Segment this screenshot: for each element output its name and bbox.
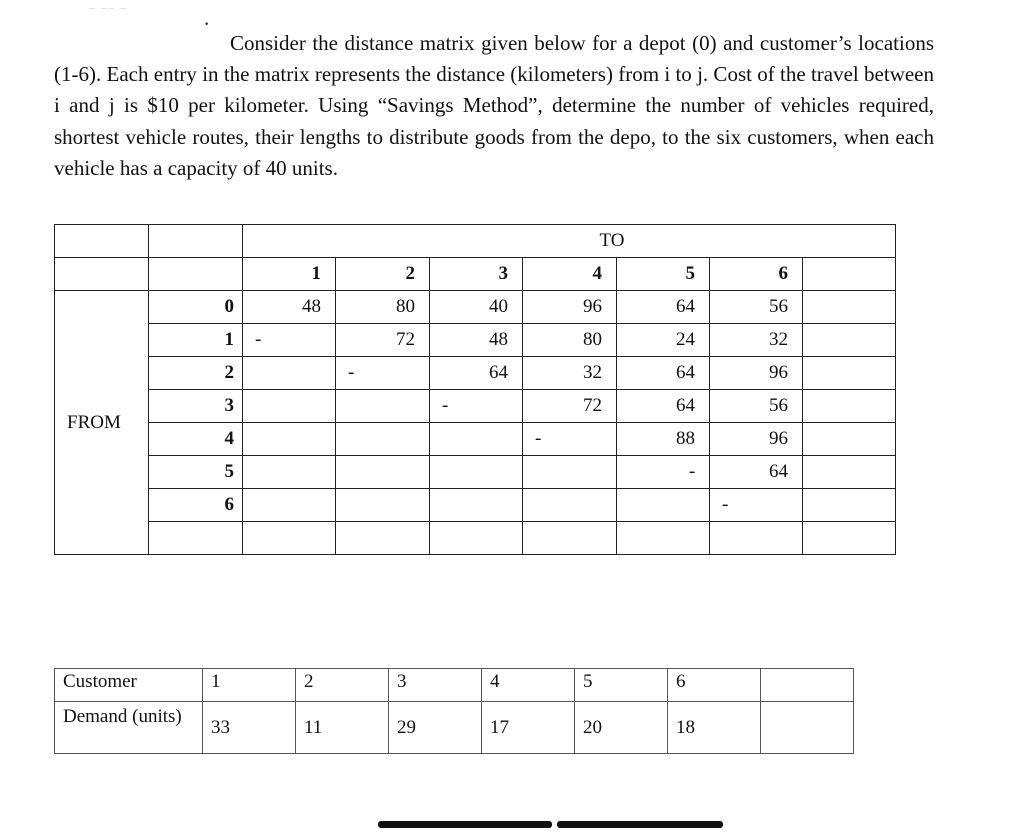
matrix-cell: [243, 423, 336, 456]
column-header: 3: [430, 258, 523, 291]
matrix-empty-cell: [803, 522, 896, 555]
customer-id: 4: [482, 669, 575, 702]
problem-statement: Consider the distance matrix given below for a depot (0) and customer’s locations (1-6). Each entry in the matrix represents the distance (kilometers) from i to j. Cost of the travel between i and j is $10 per kilometer. Using “Savings Method”, determine the number of vehicles required, shortest vehicle routes, their lengths to distribute goods from the depo, to the six customers, when each vehicle has a capacity of 40 units.: [54, 31, 934, 180]
matrix-cell: 56: [710, 390, 803, 423]
matrix-cell: [523, 489, 617, 522]
matrix-empty-cell: [336, 522, 430, 555]
matrix-cell: 72: [336, 324, 430, 357]
matrix-cell: 80: [523, 324, 617, 357]
home-indicator-bar[interactable]: [557, 821, 723, 828]
to-header: TO: [243, 225, 896, 258]
row-header: 0: [149, 291, 243, 324]
matrix-empty-cell: [803, 423, 896, 456]
matrix-cell: -: [617, 456, 710, 489]
faded-scan-mark: ‾ ‾‾ ‾: [90, 8, 128, 23]
matrix-cell: [523, 456, 617, 489]
matrix-empty-cell: [803, 456, 896, 489]
column-header: 6: [710, 258, 803, 291]
matrix-empty-cell: [523, 522, 617, 555]
row-header: 2: [149, 357, 243, 390]
matrix-cell: 64: [617, 291, 710, 324]
row-header: 6: [149, 489, 243, 522]
matrix-cell: [336, 456, 430, 489]
row-header: 1: [149, 324, 243, 357]
matrix-cell: 32: [523, 357, 617, 390]
matrix-empty-cell: [803, 357, 896, 390]
bullet-point: ·: [203, 11, 211, 36]
demand-empty-cell: [761, 702, 854, 754]
matrix-cell: -: [523, 423, 617, 456]
matrix-cell: [430, 489, 523, 522]
customer-id: 5: [575, 669, 668, 702]
matrix-cell: 64: [430, 357, 523, 390]
demand-empty-cell: [761, 669, 854, 702]
matrix-cell: [617, 489, 710, 522]
matrix-empty-cell: [803, 324, 896, 357]
from-header: FROM: [55, 291, 149, 555]
matrix-cell: 96: [710, 357, 803, 390]
demand-value: 18: [668, 702, 761, 754]
demand-value: 11: [296, 702, 389, 754]
matrix-empty-cell: [710, 522, 803, 555]
matrix-cell: 64: [710, 456, 803, 489]
customer-id: 1: [203, 669, 296, 702]
matrix-corner-cell: [149, 225, 243, 258]
column-header: 4: [523, 258, 617, 291]
matrix-empty-cell: [803, 291, 896, 324]
matrix-cell: [430, 456, 523, 489]
matrix-cell: 88: [617, 423, 710, 456]
matrix-cell: 40: [430, 291, 523, 324]
matrix-cell: [336, 489, 430, 522]
matrix-cell: 48: [243, 291, 336, 324]
customer-id: 2: [296, 669, 389, 702]
matrix-cell: 56: [710, 291, 803, 324]
matrix-cell: -: [243, 324, 336, 357]
matrix-cell: [243, 357, 336, 390]
matrix-empty-cell: [803, 489, 896, 522]
matrix-empty-cell: [243, 522, 336, 555]
matrix-cell: [243, 390, 336, 423]
matrix-cell: [430, 423, 523, 456]
matrix-empty-cell: [149, 522, 243, 555]
matrix-cell: 64: [617, 357, 710, 390]
demand-value: 17: [482, 702, 575, 754]
customer-label: Customer: [55, 669, 203, 702]
matrix-empty-cell: [803, 258, 896, 291]
matrix-cell: 96: [523, 291, 617, 324]
matrix-empty-cell: [803, 390, 896, 423]
matrix-empty-cell: [430, 522, 523, 555]
matrix-cell: 96: [710, 423, 803, 456]
demand-value: 29: [389, 702, 482, 754]
matrix-cell: 24: [617, 324, 710, 357]
row-header: 3: [149, 390, 243, 423]
matrix-cell: [336, 423, 430, 456]
matrix-cell: [243, 456, 336, 489]
distance-matrix: [54, 224, 896, 555]
matrix-cell: -: [710, 489, 803, 522]
demand-label: Demand (units): [55, 702, 203, 754]
customer-id: 6: [668, 669, 761, 702]
column-header: 2: [336, 258, 430, 291]
matrix-cell: 32: [710, 324, 803, 357]
matrix-cell: [336, 390, 430, 423]
matrix-empty-cell: [617, 522, 710, 555]
matrix-cell: 72: [523, 390, 617, 423]
home-indicator-bar[interactable]: [378, 821, 552, 828]
row-header: 5: [149, 456, 243, 489]
matrix-corner-cell: [55, 258, 149, 291]
matrix-cell: [243, 489, 336, 522]
column-header: 5: [617, 258, 710, 291]
matrix-corner-cell: [55, 225, 149, 258]
row-header: 4: [149, 423, 243, 456]
matrix-cell: 64: [617, 390, 710, 423]
demand-value: 33: [203, 702, 296, 754]
matrix-cell: -: [336, 357, 430, 390]
matrix-cell: 80: [336, 291, 430, 324]
matrix-cell: -: [430, 390, 523, 423]
matrix-cell: 48: [430, 324, 523, 357]
column-header: 1: [243, 258, 336, 291]
customer-id: 3: [389, 669, 482, 702]
matrix-corner-cell: [149, 258, 243, 291]
demand-value: 20: [575, 702, 668, 754]
demand-table: [54, 668, 854, 754]
